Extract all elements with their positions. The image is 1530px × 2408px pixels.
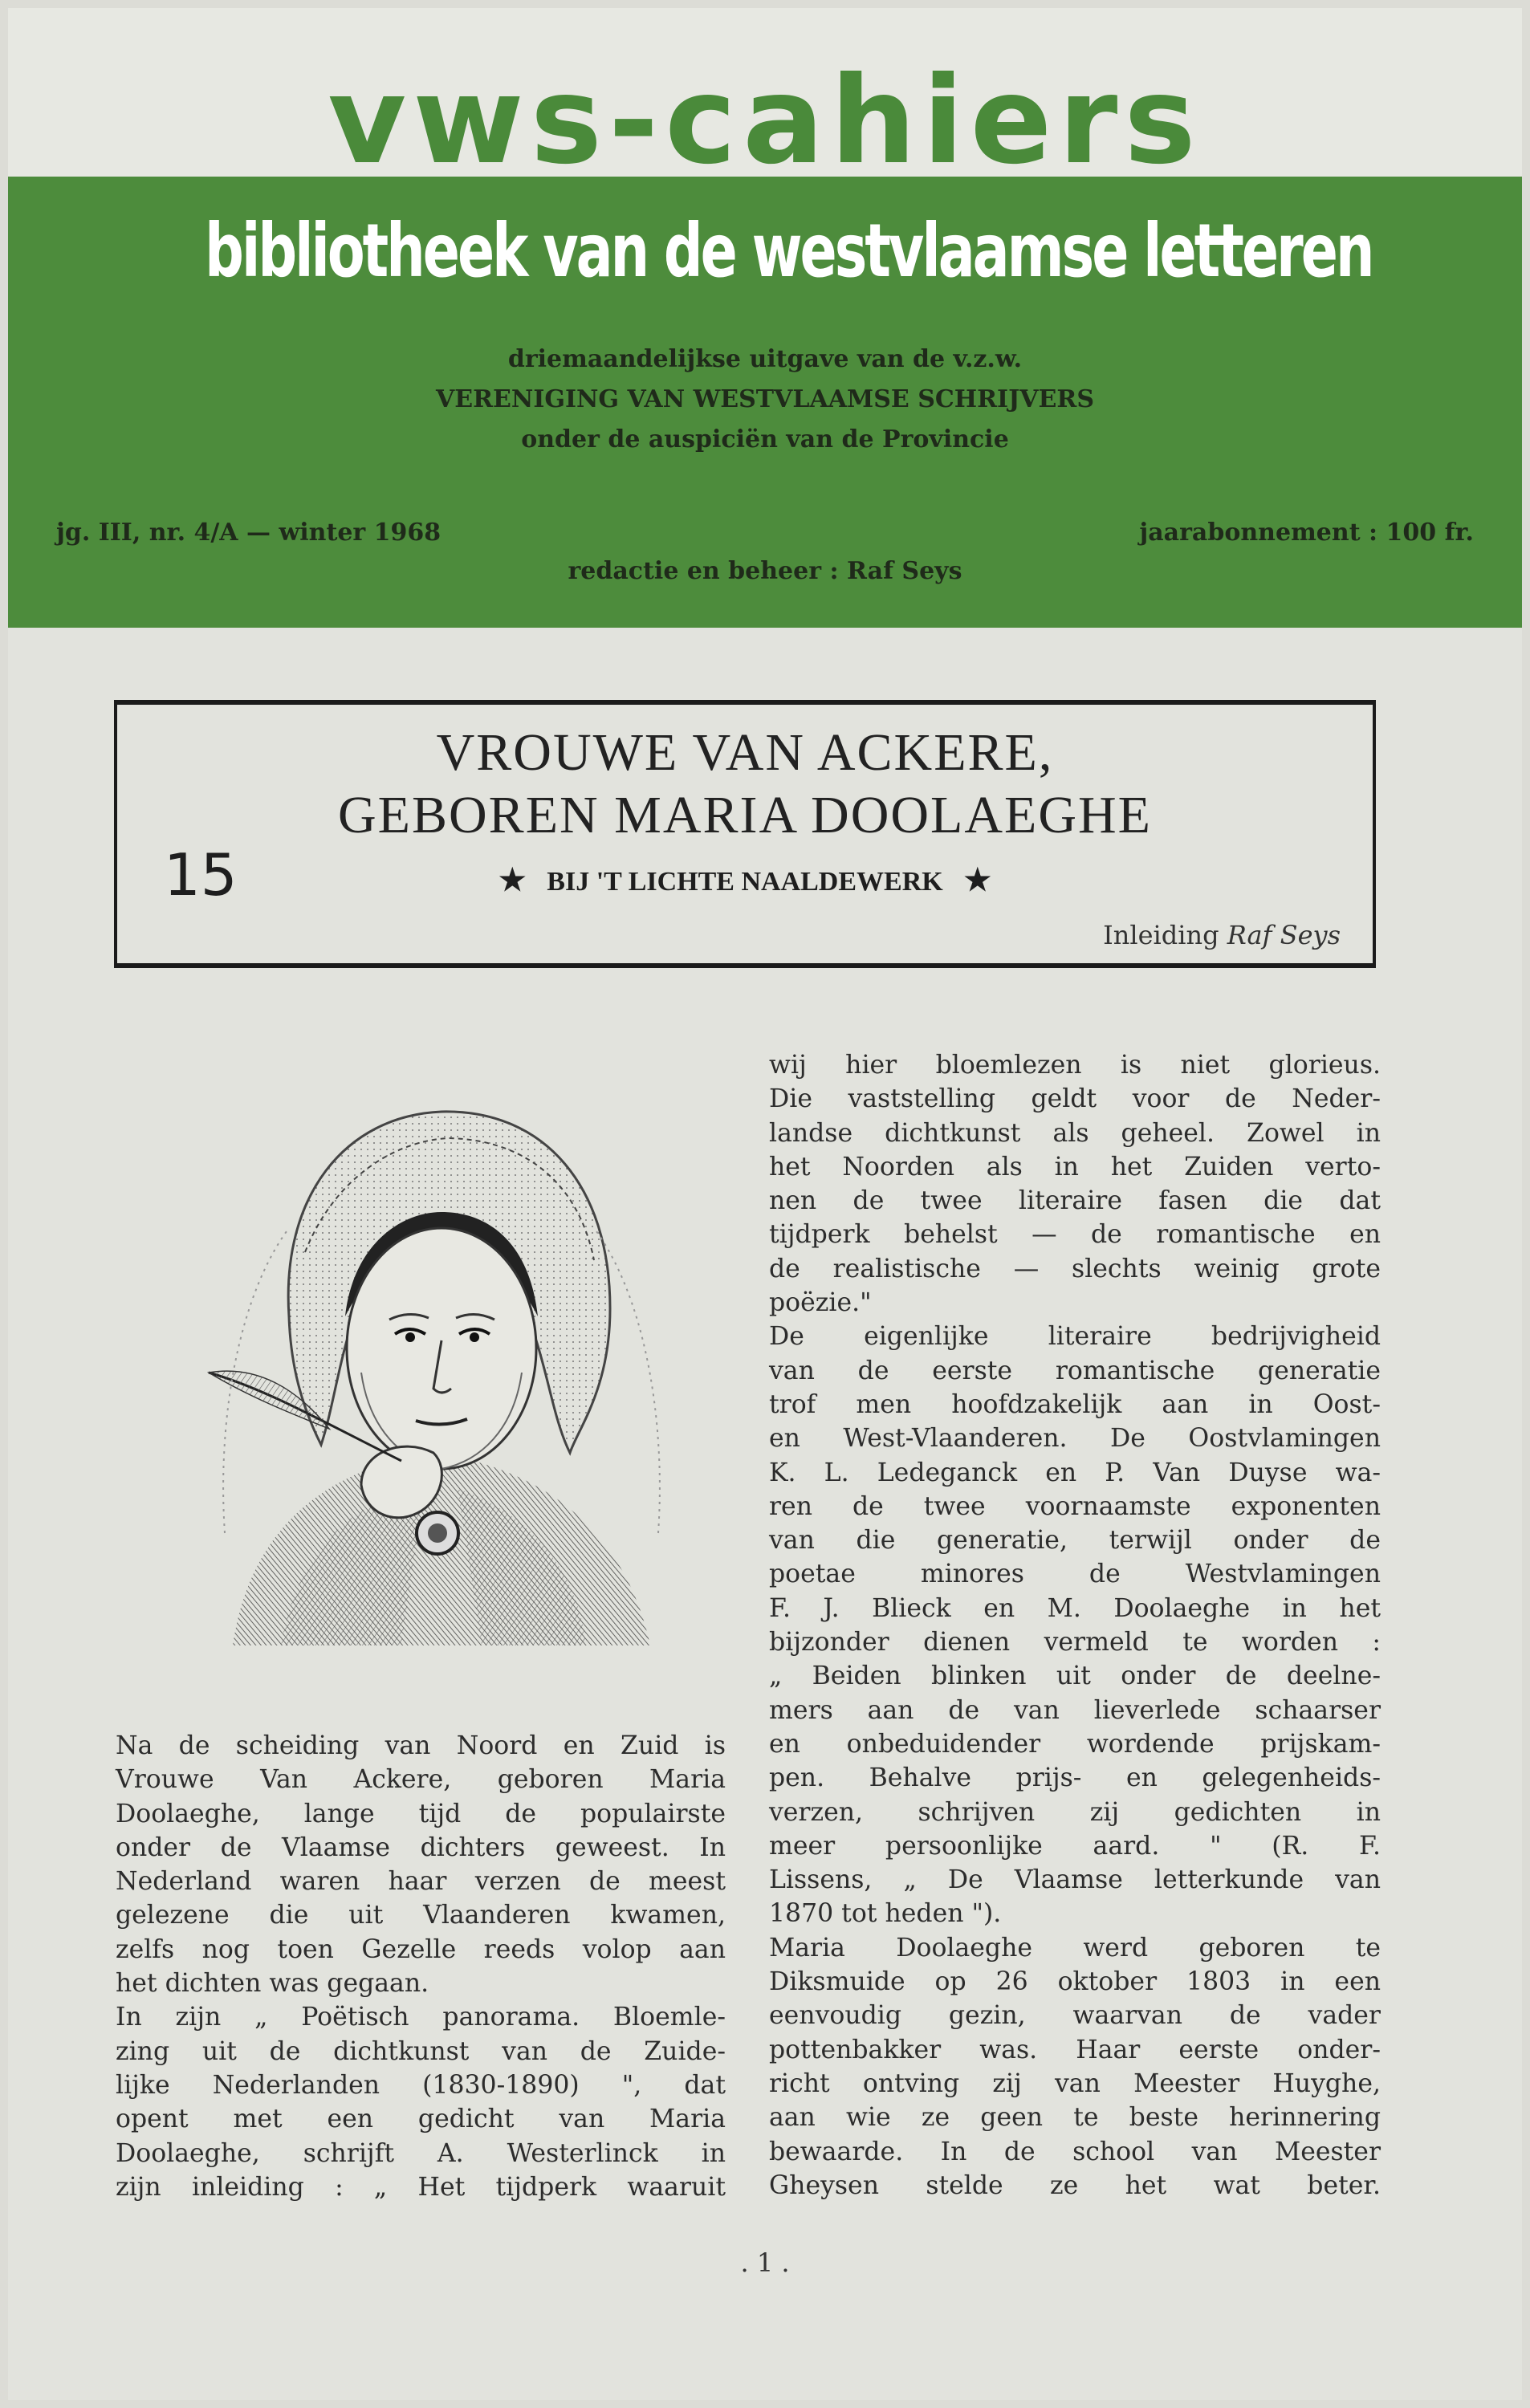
- title-box: [114, 700, 1376, 968]
- series-title: bibliotheek van de westvlaamse letteren: [205, 208, 1373, 294]
- text-line: F. J. Blieck en M. Doolaeghe in het: [769, 1593, 1381, 1623]
- text-line: onder de Vlaamse dichters geweest. In: [116, 1832, 726, 1862]
- text-line: poetae minores de Westvlamingen: [769, 1560, 1381, 1589]
- subscription-price: jaarabonnement : 100 fr.: [1139, 519, 1474, 547]
- text-line: Doolaeghe, lange tijd de populairste: [116, 1799, 726, 1828]
- text-line: opent met een gedicht van Maria: [116, 2105, 726, 2134]
- text-line: tijdperk behelst — de romantische en: [769, 1220, 1381, 1250]
- text-line: pen. Behalve prijs- en gelegenheids-: [769, 1763, 1381, 1793]
- text-column-right: [769, 1048, 1381, 2203]
- text-line: Gheysen stelde ze het wat beter.: [769, 2170, 1381, 2200]
- editor-line: redactie en beheer : Raf Seys: [568, 557, 962, 585]
- title-line-1: VROUWE VAN ACKERE,: [436, 723, 1054, 782]
- text-line: de realistische — slechts weinig grote: [769, 1254, 1381, 1283]
- introduction-credit: [1103, 920, 1341, 950]
- text-line: pottenbakker was. Haar eerste onder-: [769, 2035, 1381, 2064]
- star-icon: ★: [963, 864, 991, 897]
- publisher-line-3: onder de auspiciën van de Provincie: [521, 425, 1009, 454]
- text-line: en West-Vlaanderen. De Oostvlamingen: [769, 1424, 1381, 1454]
- text-line: Na de scheiding van Noord en Zuid is: [116, 1731, 726, 1760]
- subtitle: [117, 862, 1373, 898]
- issue-number: 15: [164, 841, 238, 909]
- text-line: Maria Doolaeghe werd geboren te: [769, 1933, 1381, 1963]
- text-line: trof men hoofdzakelijk aan in Oost-: [769, 1389, 1381, 1419]
- text-line: zing uit de dichtkunst van de Zuide-: [116, 2036, 726, 2066]
- text-line: Diksmuide op 26 oktober 1803 in een: [769, 1967, 1381, 1997]
- text-line: van de eerste romantische generatie: [769, 1356, 1381, 1385]
- text-line: wij hier bloemlezen is niet glorieus.: [769, 1051, 1381, 1080]
- portrait-engraving: [161, 1051, 706, 1645]
- text-line: van die generatie, terwijl onder de: [769, 1526, 1381, 1556]
- text-line: Vrouwe Van Ackere, geboren Maria: [116, 1765, 726, 1795]
- text-line: 1870 tot heden ").: [769, 1899, 1002, 1929]
- text-line: gelezene die uit Vlaanderen kwamen,: [116, 1901, 726, 1930]
- intro-author: Raf Seys: [1227, 920, 1341, 950]
- text-line: Nederland waren haar verzen de meest: [116, 1867, 726, 1897]
- text-line: landse dichtkunst als geheel. Zowel in: [769, 1118, 1381, 1148]
- text-line: en onbeduidender wordende prijskam-: [769, 1729, 1381, 1759]
- text-line: Die vaststelling geldt voor de Neder-: [769, 1084, 1381, 1114]
- intro-label: Inleiding: [1103, 920, 1219, 950]
- text-column-left: [116, 1729, 726, 2204]
- page-number: . 1 .: [740, 2247, 790, 2278]
- text-line: In zijn „ Poëtisch panorama. Bloemle-: [116, 2003, 726, 2032]
- publisher-line-1: driemaandelijkse uitgave van de v.z.w.: [507, 345, 1023, 373]
- text-line: lijke Nederlanden (1830-1890) ", dat: [116, 2070, 726, 2100]
- issue-info: jg. III, nr. 4/A — winter 1968: [56, 519, 442, 547]
- page: [8, 8, 1522, 2400]
- text-line: zelfs nog toen Gezelle reeds volop aan: [116, 1934, 726, 1964]
- text-line: mers aan de van lieverlede schaarser: [769, 1695, 1381, 1725]
- text-line: richt ontving zij van Meester Huyghe,: [769, 2068, 1381, 2098]
- text-line: Lissens, „ De Vlaamse letterkunde van: [769, 1865, 1381, 1895]
- publisher-line-2: VERENIGING VAN WESTVLAAMSE SCHRIJVERS: [435, 385, 1095, 413]
- text-line: het Noorden als in het Zuiden verto-: [769, 1152, 1381, 1182]
- text-line: eenvoudig gezin, waarvan de vader: [769, 2001, 1381, 2031]
- text-line: ren de twee voornaamste exponenten: [769, 1491, 1381, 1521]
- text-line: meer persoonlijke aard. " (R. F.: [769, 1831, 1381, 1861]
- text-line: bewaarde. In de school van Meester: [769, 2137, 1381, 2166]
- vws-cahiers-logo: vws-cahiers: [328, 61, 1202, 165]
- text-line: zijn inleiding : „ Het tijdperk waaruit: [116, 2172, 726, 2202]
- title-line-2: GEBOREN MARIA DOOLAEGHE: [338, 786, 1152, 844]
- star-icon: ★: [498, 864, 527, 897]
- text-line: verzen, schrijven zij gedichten in: [769, 1797, 1381, 1827]
- text-line: bijzonder dienen vermeld te worden :: [769, 1628, 1381, 1658]
- text-line: K. L. Ledeganck en P. Van Duyse wa-: [769, 1458, 1381, 1487]
- text-line: nen de twee literaire fasen die dat: [769, 1186, 1381, 1216]
- subtitle-text: BIJ 'T LICHTE NAALDEWERK: [547, 867, 943, 897]
- text-line: „ Beiden blinken uit onder de deelne-: [769, 1662, 1381, 1691]
- text-line: De eigenlijke literaire bedrijvigheid: [769, 1322, 1381, 1352]
- text-line: aan wie ze geen te beste herinnering: [769, 2103, 1381, 2133]
- text-line: het dichten was gegaan.: [116, 1969, 429, 1999]
- text-line: Doolaeghe, schrijft A. Westerlinck in: [116, 2138, 726, 2168]
- text-line: poëzie.": [769, 1288, 872, 1318]
